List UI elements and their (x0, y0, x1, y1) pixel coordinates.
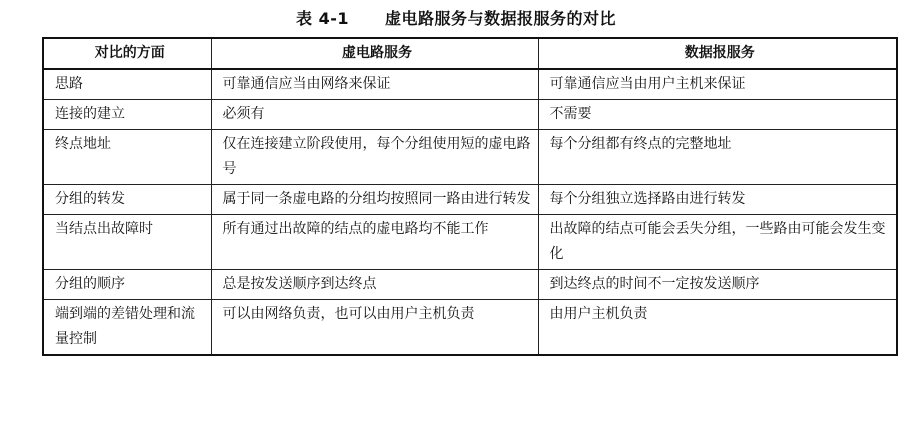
row-virtual-circuit: 所有通过出故障的结点的虚电路均不能工作 (211, 215, 538, 270)
row-datagram: 到达终点的时间不一定按发送顺序 (538, 270, 897, 300)
row-aspect: 连接的建立 (43, 100, 211, 130)
row-virtual-circuit: 仅在连接建立阶段使用，每个分组使用短的虚电路号 (211, 130, 538, 185)
row-virtual-circuit: 必须有 (211, 100, 538, 130)
row-datagram: 每个分组独立选择路由进行转发 (538, 185, 897, 215)
row-datagram: 出故障的结点可能会丢失分组，一些路由可能会发生变化 (538, 215, 897, 270)
row-datagram: 每个分组都有终点的完整地址 (538, 130, 897, 185)
header-datagram: 数据报服务 (538, 38, 897, 69)
table-row (43, 100, 897, 130)
table-row (43, 130, 897, 185)
row-aspect: 思路 (43, 69, 211, 100)
table-number: 表 4-1 (296, 9, 349, 28)
table-caption (0, 6, 912, 29)
comparison-table (42, 37, 898, 356)
table-row (43, 69, 897, 100)
table-row (43, 270, 897, 300)
header-aspect: 对比的方面 (43, 38, 211, 69)
table-row (43, 185, 897, 215)
row-virtual-circuit: 可靠通信应当由网络来保证 (211, 69, 538, 100)
row-datagram: 不需要 (538, 100, 897, 130)
row-virtual-circuit: 总是按发送顺序到达终点 (211, 270, 538, 300)
row-datagram: 由用户主机负责 (538, 300, 897, 356)
table-title: 虚电路服务与数据报服务的对比 (384, 9, 616, 28)
row-aspect: 终点地址 (43, 130, 211, 185)
row-aspect: 分组的转发 (43, 185, 211, 215)
row-datagram: 可靠通信应当由用户主机来保证 (538, 69, 897, 100)
table-header-row (43, 38, 897, 69)
table-row (43, 215, 897, 270)
row-aspect: 分组的顺序 (43, 270, 211, 300)
row-aspect: 当结点出故障时 (43, 215, 211, 270)
table-row (43, 300, 897, 356)
row-aspect: 端到端的差错处理和流量控制 (43, 300, 211, 356)
row-virtual-circuit: 属于同一条虚电路的分组均按照同一路由进行转发 (211, 185, 538, 215)
row-virtual-circuit: 可以由网络负责，也可以由用户主机负责 (211, 300, 538, 356)
header-virtual-circuit: 虚电路服务 (211, 38, 538, 69)
